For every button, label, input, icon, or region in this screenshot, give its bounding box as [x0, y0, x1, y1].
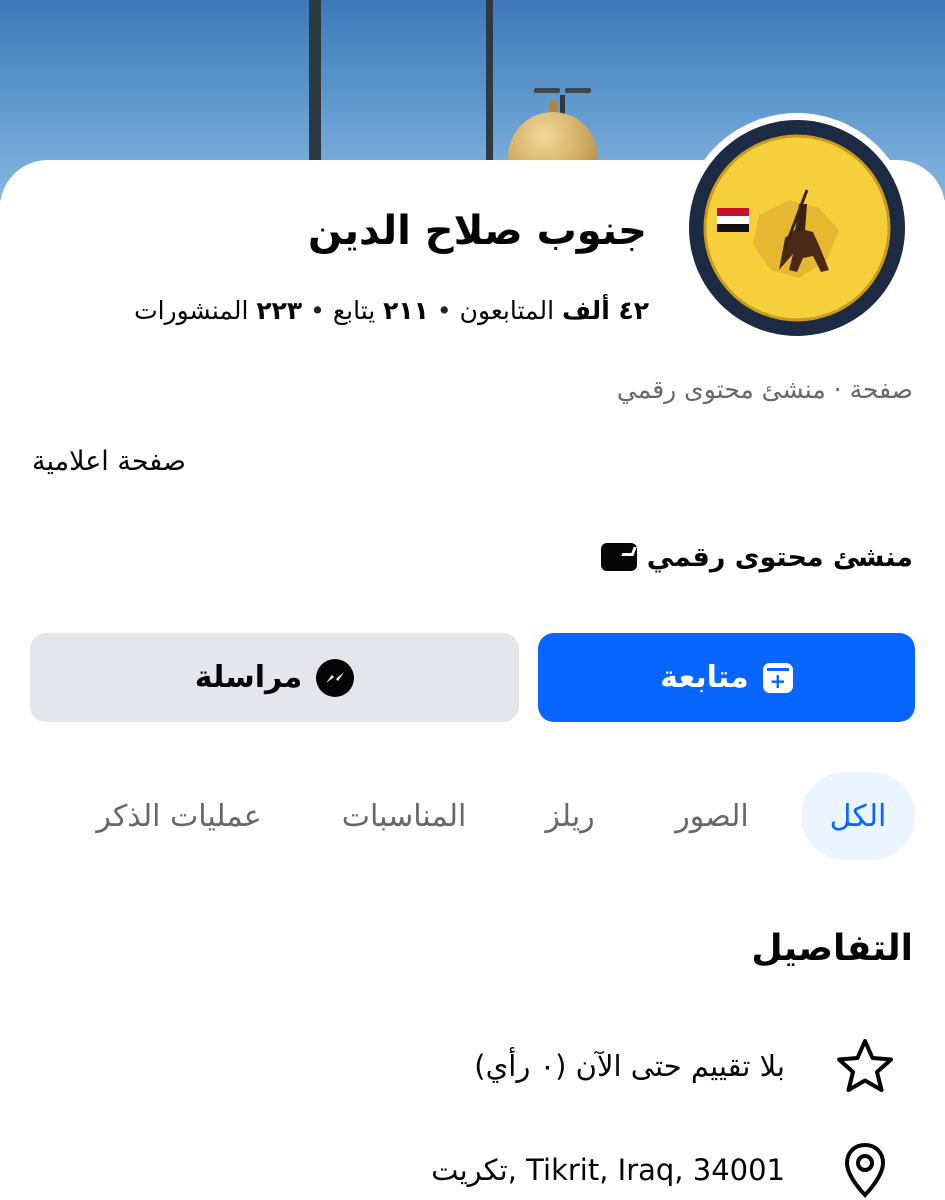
tab-events[interactable]: المناسبات [341, 798, 467, 834]
governorate-seal-logo [689, 120, 905, 336]
following-count: ٢١١ [383, 296, 429, 325]
tab-all[interactable]: الكل [801, 772, 915, 860]
clapperboard-icon [601, 543, 637, 571]
rating-text: بلا تقييم حتى الآن (٠ رأي) [474, 1049, 785, 1083]
message-button[interactable] [30, 633, 519, 722]
stats-separator: • [436, 296, 452, 325]
page-bio: صفحة اعلامية [32, 446, 186, 477]
following-label: يتابع [332, 296, 376, 325]
tab-mentions[interactable]: عمليات الذكر [96, 798, 262, 834]
tab-photos[interactable]: الصور [675, 798, 749, 834]
follow-button[interactable] [538, 633, 915, 722]
creator-row [601, 540, 913, 574]
location-text: تكريت, Tikrit, Iraq, 34001 [431, 1153, 785, 1187]
message-label: مراسلة [194, 660, 303, 695]
creator-label: منشئ محتوى رقمي [646, 541, 913, 573]
follow-icon [763, 663, 793, 693]
avatar[interactable] [689, 120, 905, 336]
location-pin-icon [835, 1140, 895, 1200]
followers-count: ٤٢ ألف [562, 296, 649, 325]
tab-reels[interactable]: ريلز [545, 798, 595, 834]
detail-rating-row [474, 1036, 895, 1096]
followers-label: المتابعون [459, 296, 555, 325]
messenger-icon [316, 659, 354, 697]
cover-lamp [534, 88, 560, 93]
cover-lamp [565, 88, 591, 93]
page-category: صفحة · منشئ محتوى رقمي [616, 375, 913, 404]
follow-label: متابعة [660, 660, 749, 695]
posts-count: ٢٢٣ [256, 296, 303, 325]
posts-label: المنشورات [134, 296, 249, 325]
star-icon [835, 1036, 895, 1096]
stats-separator: • [310, 296, 325, 325]
page-title: جنوب صلاح الدين [308, 208, 647, 254]
details-title: التفاصيل [751, 928, 913, 969]
page-stats[interactable] [134, 296, 649, 325]
detail-location-row[interactable] [431, 1140, 895, 1200]
